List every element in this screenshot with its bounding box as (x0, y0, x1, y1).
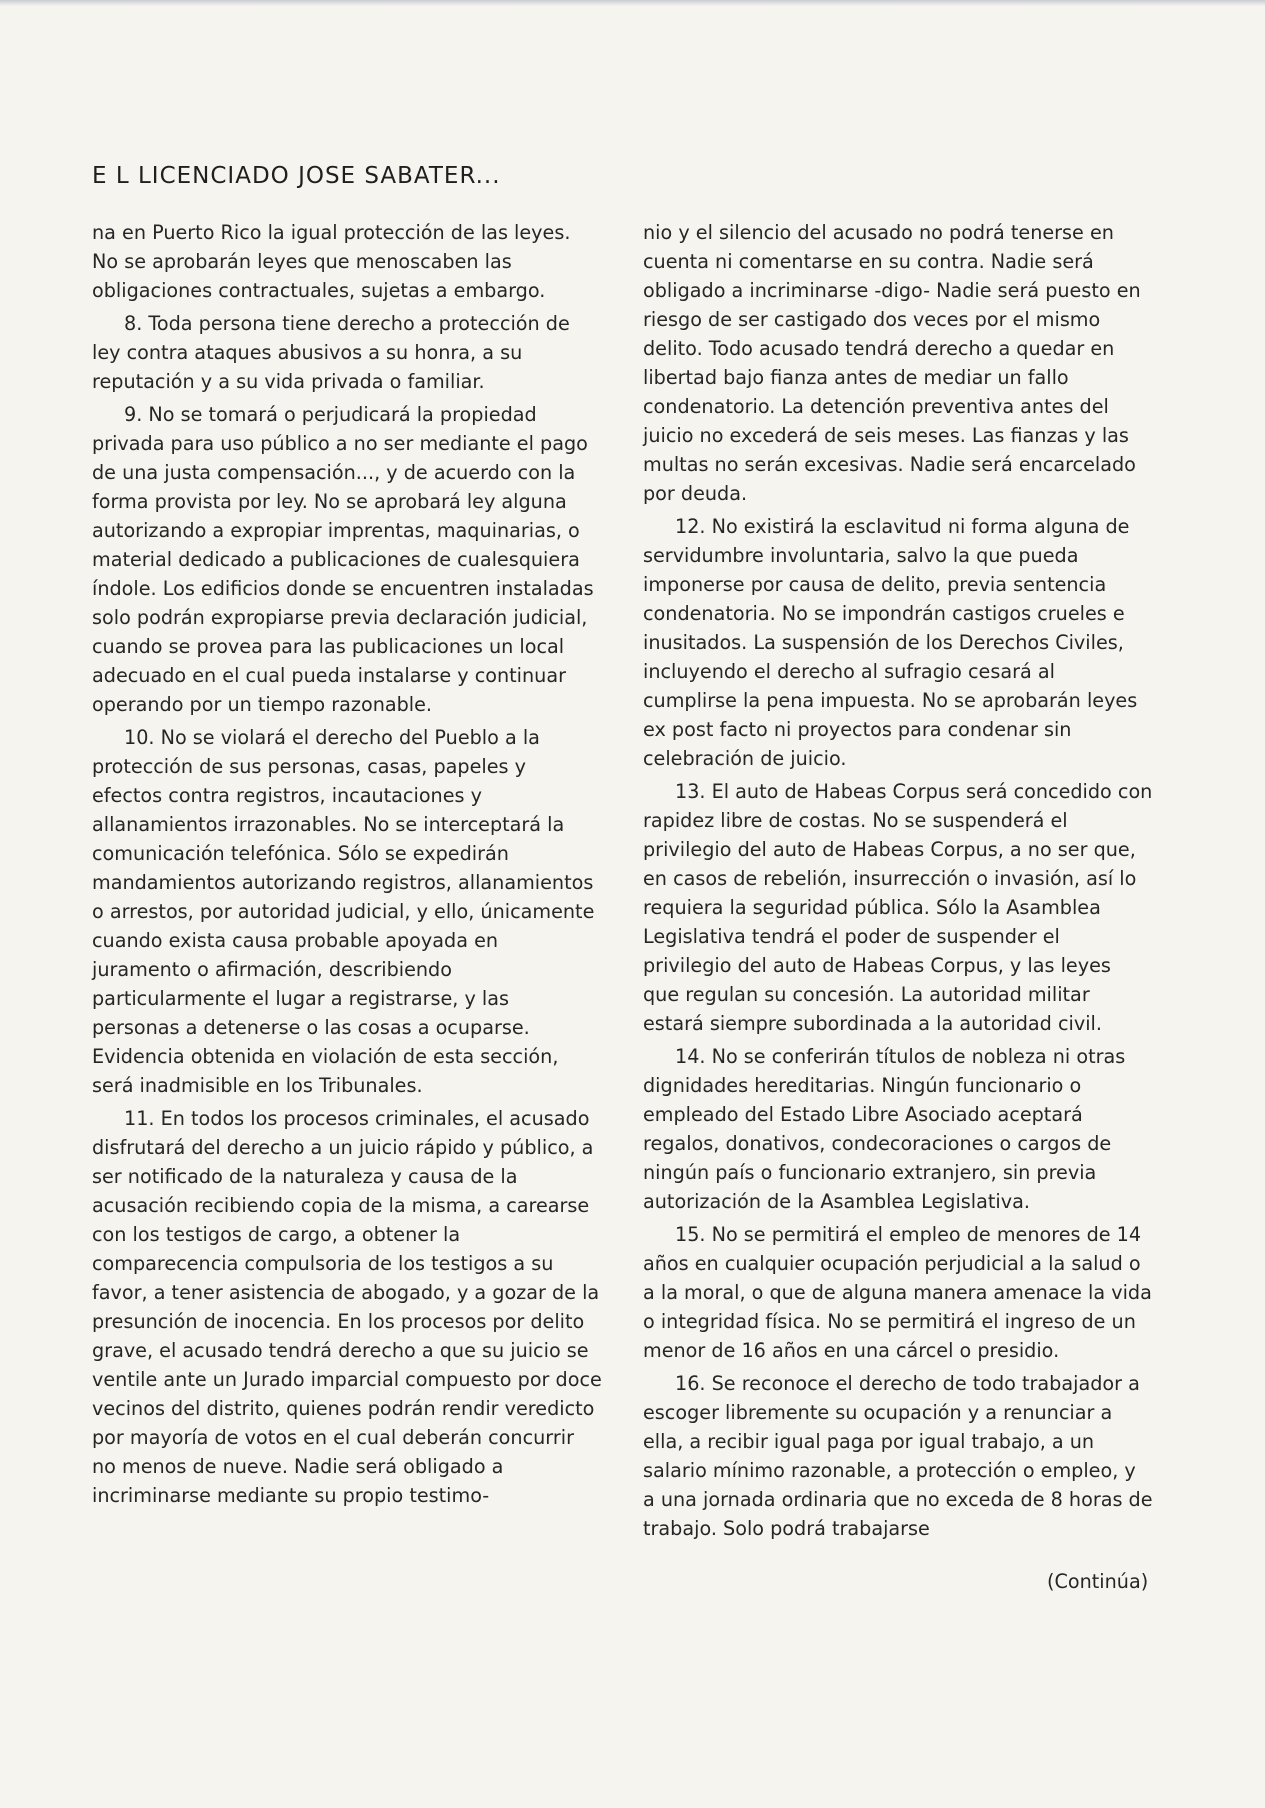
paragraph-section-10: 10. No se violará el derecho del Pueblo a la protección de sus personas, casas, papeles y efectos contra registros, incautaciones y allanamientos irrazonables. No se interceptará la comunicación telefónica. Sólo se expedirán mandamientos autorizando registros, allanamientos o arrestos, por autoridad judicial, y ello, únicamente cuando exista causa probable apoyada en juramento o afirmación, describiendo particularmente el lugar a registrarse, y las personas a detenerse o las cosas a ocuparse. Evidencia obtenida en violación de esta sección, será inadmisible en los Tribunales. (92, 726, 595, 1097)
paragraph-section-8: 8. Toda persona tiene derecho a protección de ley contra ataques abusivos a su honra, a su reputación y a su vida privada o familiar. (92, 312, 570, 393)
paragraph: na en Puerto Rico la igual protección de las leyes. No se aprobarán leyes que menoscaben las obligaciones contractuales, sujetas a embargo. (92, 221, 571, 302)
paragraph-section-13: 13. El auto de Habeas Corpus será concedido con rapidez libre de costas. No se suspenderá el privilegio del auto de Habeas Corpus, a no ser que, en casos de rebelión, insurrección o invasión, así lo requiera la seguridad pública. Sólo la Asamblea Legislativa tendrá el poder de suspender el privilegio del auto de Habeas Corpus, y las leyes que regulan su concesión. La autoridad militar estará siempre subordinada a la autoridad civil. (643, 780, 1153, 1035)
left-column (92, 218, 602, 1514)
paragraph-section-16: 16. Se reconoce el derecho de todo trabajador a escoger libremente su ocupación y a renunciar a ella, a recibir igual paga por igual trabajo, a un salario mínimo razonable, a protección o empleo, y a una jornada ordinaria que no exceda de 8 horas de trabajo. Solo podrá trabajarse (643, 1372, 1153, 1540)
paragraph-section-11: 11. En todos los procesos criminales, el acusado disfrutará del derecho a un juicio rápido y público, a ser notificado de la naturaleza y causa de la acusación recibiendo copia de la misma, a carearse con los testigos de cargo, a obtener la comparecencia compulsoria de los testigos a su favor, a tener asistencia de abogado, y a gozar de la presunción de inocencia. En los procesos por delito grave, el acusado tendrá derecho a que su juicio se ventile ante un Jurado imparcial compuesto por doce vecinos del distrito, quienes podrán rendir veredicto por mayoría de votos en el cual deberán concurrir no menos de nueve. Nadie será obligado a incriminarse mediante su propio testimo- (92, 1107, 602, 1507)
paragraph: nio y el silencio del acusado no podrá tenerse en cuenta ni comentarse en su contra. Nadie será obligado a incriminarse -digo- Nadie será puesto en riesgo de ser castigado dos veces por el mismo delito. Todo acusado tendrá derecho a quedar en libertad bajo fianza antes de mediar un fallo condenatorio. La detención preventiva antes del juicio no excederá de seis meses. Las fianzas y las multas no serán excesivas. Nadie será encarcelado por deuda. (643, 221, 1141, 505)
paragraph-section-14: 14. No se conferirán títulos de nobleza ni otras dignidades hereditarias. Ningún funcionario o empleado del Estado Libre Asociado aceptará regalos, donativos, condecoraciones o cargos de ningún país o funcionario extranjero, sin previa autorización de la Asamblea Legislativa. (643, 1045, 1126, 1213)
paragraph-section-12: 12. No existirá la esclavitud ni forma alguna de servidumbre involuntaria, salvo la que pueda imponerse por causa de delito, previa sentencia condenatoria. No se impondrán castigos crueles e inusitados. La suspensión de los Derechos Civiles, incluyendo el derecho al sufragio cesará al cumplirse la pena impuesta. No se aprobarán leyes ex post facto ni proyectos para condenar sin celebración de juicio. (643, 515, 1138, 770)
right-column (643, 218, 1153, 1547)
continues-label: (Continúa) (1047, 1570, 1149, 1593)
page-header: E L LICENCIADO JOSE SABATER... (92, 163, 501, 189)
page-top-edge (0, 0, 1265, 6)
paragraph-section-9: 9. No se tomará o perjudicará la propiedad privada para uso público a no ser mediante el pago de una justa compensación..., y de acuerdo con la forma provista por ley. No se aprobará ley alguna autorizando a expropiar imprentas, maquinarias, o material dedicado a publicaciones de cualesquiera índole. Los edificios donde se encuentren instaladas solo podrán expropiarse previa declaración judicial, cuando se provea para las publicaciones un local adecuado en el cual pueda instalarse y continuar operando por un tiempo razonable. (92, 403, 594, 716)
paragraph-section-15: 15. No se permitirá el empleo de menores de 14 años en cualquier ocupación perjudicial a la salud o a la moral, o que de alguna manera amenace la vida o integridad física. No se permitirá el ingreso de un menor de 16 años en una cárcel o presidio. (643, 1223, 1152, 1362)
